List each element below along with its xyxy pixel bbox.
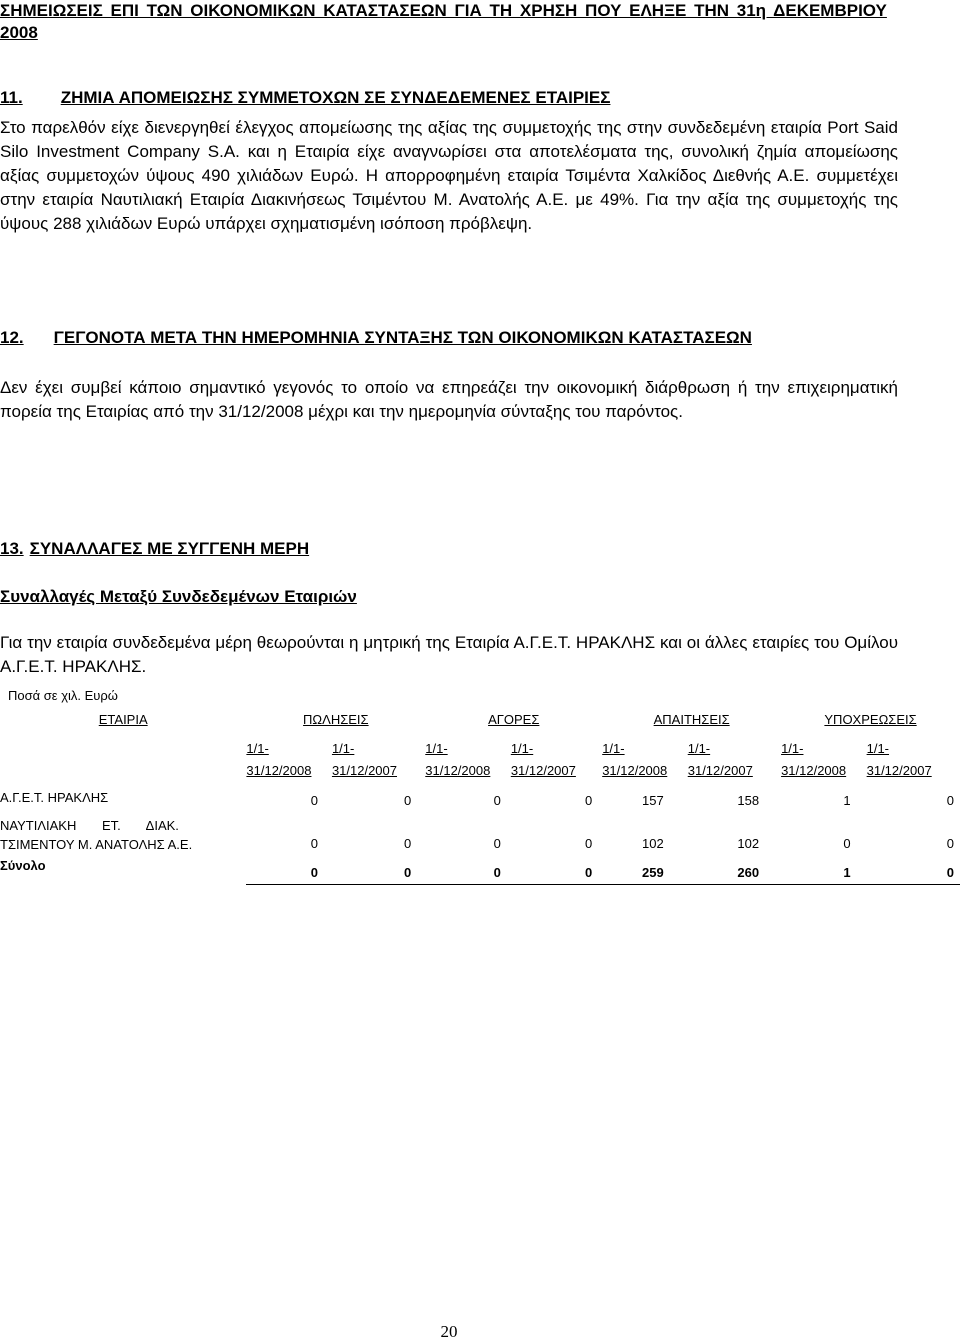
section-13-heading (0, 538, 309, 560)
value-cell: 1 (843, 793, 851, 808)
section-12-number: 12. (0, 328, 24, 347)
total-value-cell: 0 (509, 854, 602, 884)
value-cell: 0 (493, 793, 501, 808)
value-cell: 0 (946, 836, 954, 851)
section-13-number: 13. (0, 539, 24, 558)
value-cell: 0 (946, 793, 954, 808)
table-row (0, 782, 960, 808)
total-value-cell: 259 (602, 854, 686, 884)
document-header-title: ΣΗΜΕΙΩΣΕΙΣ ΕΠΙ ΤΩΝ ΟΙΚΟΝΟΜΙΚΩΝ ΚΑΤΑΣΤΑΣΕΩΝ ΓΙΑ ΤΗ ΧΡΗΣΗ ΠΟΥ ΕΛΗΞΕ ΤΗΝ 31η ΔΕΚΕΜΒΡΙΟΥ 2008 (0, 1, 887, 42)
total-label: Σύνολο (0, 858, 46, 873)
period-header: 1/1- 31/12/2007 (331, 741, 398, 778)
section-11-number: 11. (0, 88, 23, 107)
section-11-heading (0, 87, 610, 109)
period-header: 1/1- 31/12/2007 (866, 741, 932, 778)
value-cell: 0 (584, 793, 593, 808)
related-party-transactions-table (0, 712, 960, 885)
section-13-body: Για την εταιρία συνδεδεμένα μέρη θεωρούνται η μητρική της Εταιρία Α.Γ.Ε.Τ. ΗΡΑΚΛΗΣ και οι άλλες εταιρίες του Ομίλου Α.Γ.Ε.Τ. ΗΡΑΚΛΗΣ. (0, 633, 898, 676)
purchases-group-header: ΑΓΟΡΕΣ (488, 712, 540, 727)
page-number: 20 (440, 1322, 458, 1341)
table-total-row (0, 854, 960, 884)
section-12-body: Δεν έχει συμβεί κάποιο σημαντικό γεγονός το οποίο να επηρεάζει την οικονομική διάρθρωση ή την επιχειρηματική πορεία της Εταιρίας από την 31/12/2008 μέχρι και την ημερομηνία σύνταξης του παρόντος. (0, 378, 898, 421)
total-value-cell: 0 (425, 854, 509, 884)
value-cell: 0 (404, 836, 412, 851)
total-value-cell: 0 (330, 854, 425, 884)
period-header: 1/1- 31/12/2008 (781, 741, 847, 778)
payables-group-header: ΥΠΟΧΡΕΩΣΕΙΣ (824, 712, 917, 727)
value-cell: 0 (310, 836, 318, 851)
period-header: 1/1- 31/12/2007 (687, 741, 753, 778)
total-value-cell: 0 (246, 854, 330, 884)
section-12-title: ΓΕΓΟΝΟΤΑ ΜΕΤΑ ΤΗΝ ΗΜΕΡΟΜΗΝΙΑ ΣΥΝΤΑΞΗΣ ΤΩΝ ΟΙΚΟΝΟΜΙΚΩΝ ΚΑΤΑΣΤΑΣΕΩΝ (53, 328, 752, 347)
sales-group-header: ΠΩΛΗΣΕΙΣ (303, 712, 369, 727)
period-header: 1/1- 31/12/2008 (246, 741, 312, 778)
units-label: Ποσά σε χιλ. Ευρώ (8, 688, 118, 703)
receivables-group-header: ΑΠΑΙΤΗΣΕΙΣ (653, 712, 730, 727)
table-period-row (0, 738, 960, 782)
value-cell: 0 (404, 793, 412, 808)
section-11-title: ΖΗΜΙΑ ΑΠΟΜΕΙΩΣΗΣ ΣΥΜΜΕΤΟΧΩΝ ΣΕ ΣΥΝΔΕΔΕΜΕΝΕΣ ΕΤΑΙΡΙΕΣ (60, 88, 611, 107)
total-value-cell: 260 (686, 854, 781, 884)
value-cell: 0 (310, 793, 318, 808)
company-column-header: ΕΤΑΙΡΙΑ (98, 712, 148, 727)
section-12-heading (0, 327, 752, 349)
period-header: 1/1- 31/12/2008 (602, 741, 668, 778)
period-header: 1/1- 31/12/2008 (425, 741, 491, 778)
table-header-row (0, 712, 960, 738)
section-13-subtitle: Συναλλαγές Μεταξύ Συνδεδεμένων Εταιριών (0, 587, 357, 606)
section-11-body: Στο παρελθόν είχε διενεργηθεί έλεγχος απομείωσης της αξίας της συμμετοχής της στην συνδεδεμένη εταιρία Port Said Silo Investment Company S.A. και η Εταιρία είχε αναγνωρίσει στα αποτελέσματα της, συνολική ζημία απομείωσης αξίας συμμετοχών ύψους 490 χιλιάδων Ευρώ. Η απορροφημένη εταιρία Τσιμέντα Χαλκίδος Διεθνής Α.Ε. συμμετέχει στην εταιρία Ναυτιλιακή Εταιρία Διακινήσεως Τσιμέντου Μ. Ανατολής Α.Ε. με 49%. Για την αξία της συμμετοχής της ύψους 288 χιλιάδων Ευρώ υπάρχει σχηματισμένη ισόποση πρόβλεψη. (0, 118, 898, 233)
value-cell: 0 (843, 836, 851, 851)
value-cell: 102 (737, 836, 760, 851)
value-cell: 102 (642, 836, 664, 851)
section-13-title: ΣΥΝΑΛΛΑΓΕΣ ΜΕ ΣΥΓΓΕΝΗ ΜΕΡΗ (29, 539, 310, 558)
total-value-cell: 0 (865, 854, 960, 884)
value-cell: 158 (737, 793, 760, 808)
company-name: Α.Γ.Ε.Τ. ΗΡΑΚΛΗΣ (0, 790, 109, 805)
value-cell: 0 (584, 836, 593, 851)
total-value-cell: 1 (781, 854, 865, 884)
value-cell: 157 (642, 793, 664, 808)
table-row (0, 808, 960, 854)
company-name: ΝΑΥΤΙΛΙΑΚΗ ΕΤ. ΔΙΑΚ. ΤΣΙΜΕΝΤΟΥ Μ. ΑΝΑΤΟΛΗΣ Α.Ε. (0, 818, 193, 852)
value-cell: 0 (493, 836, 501, 851)
period-header: 1/1- 31/12/2007 (510, 741, 576, 778)
